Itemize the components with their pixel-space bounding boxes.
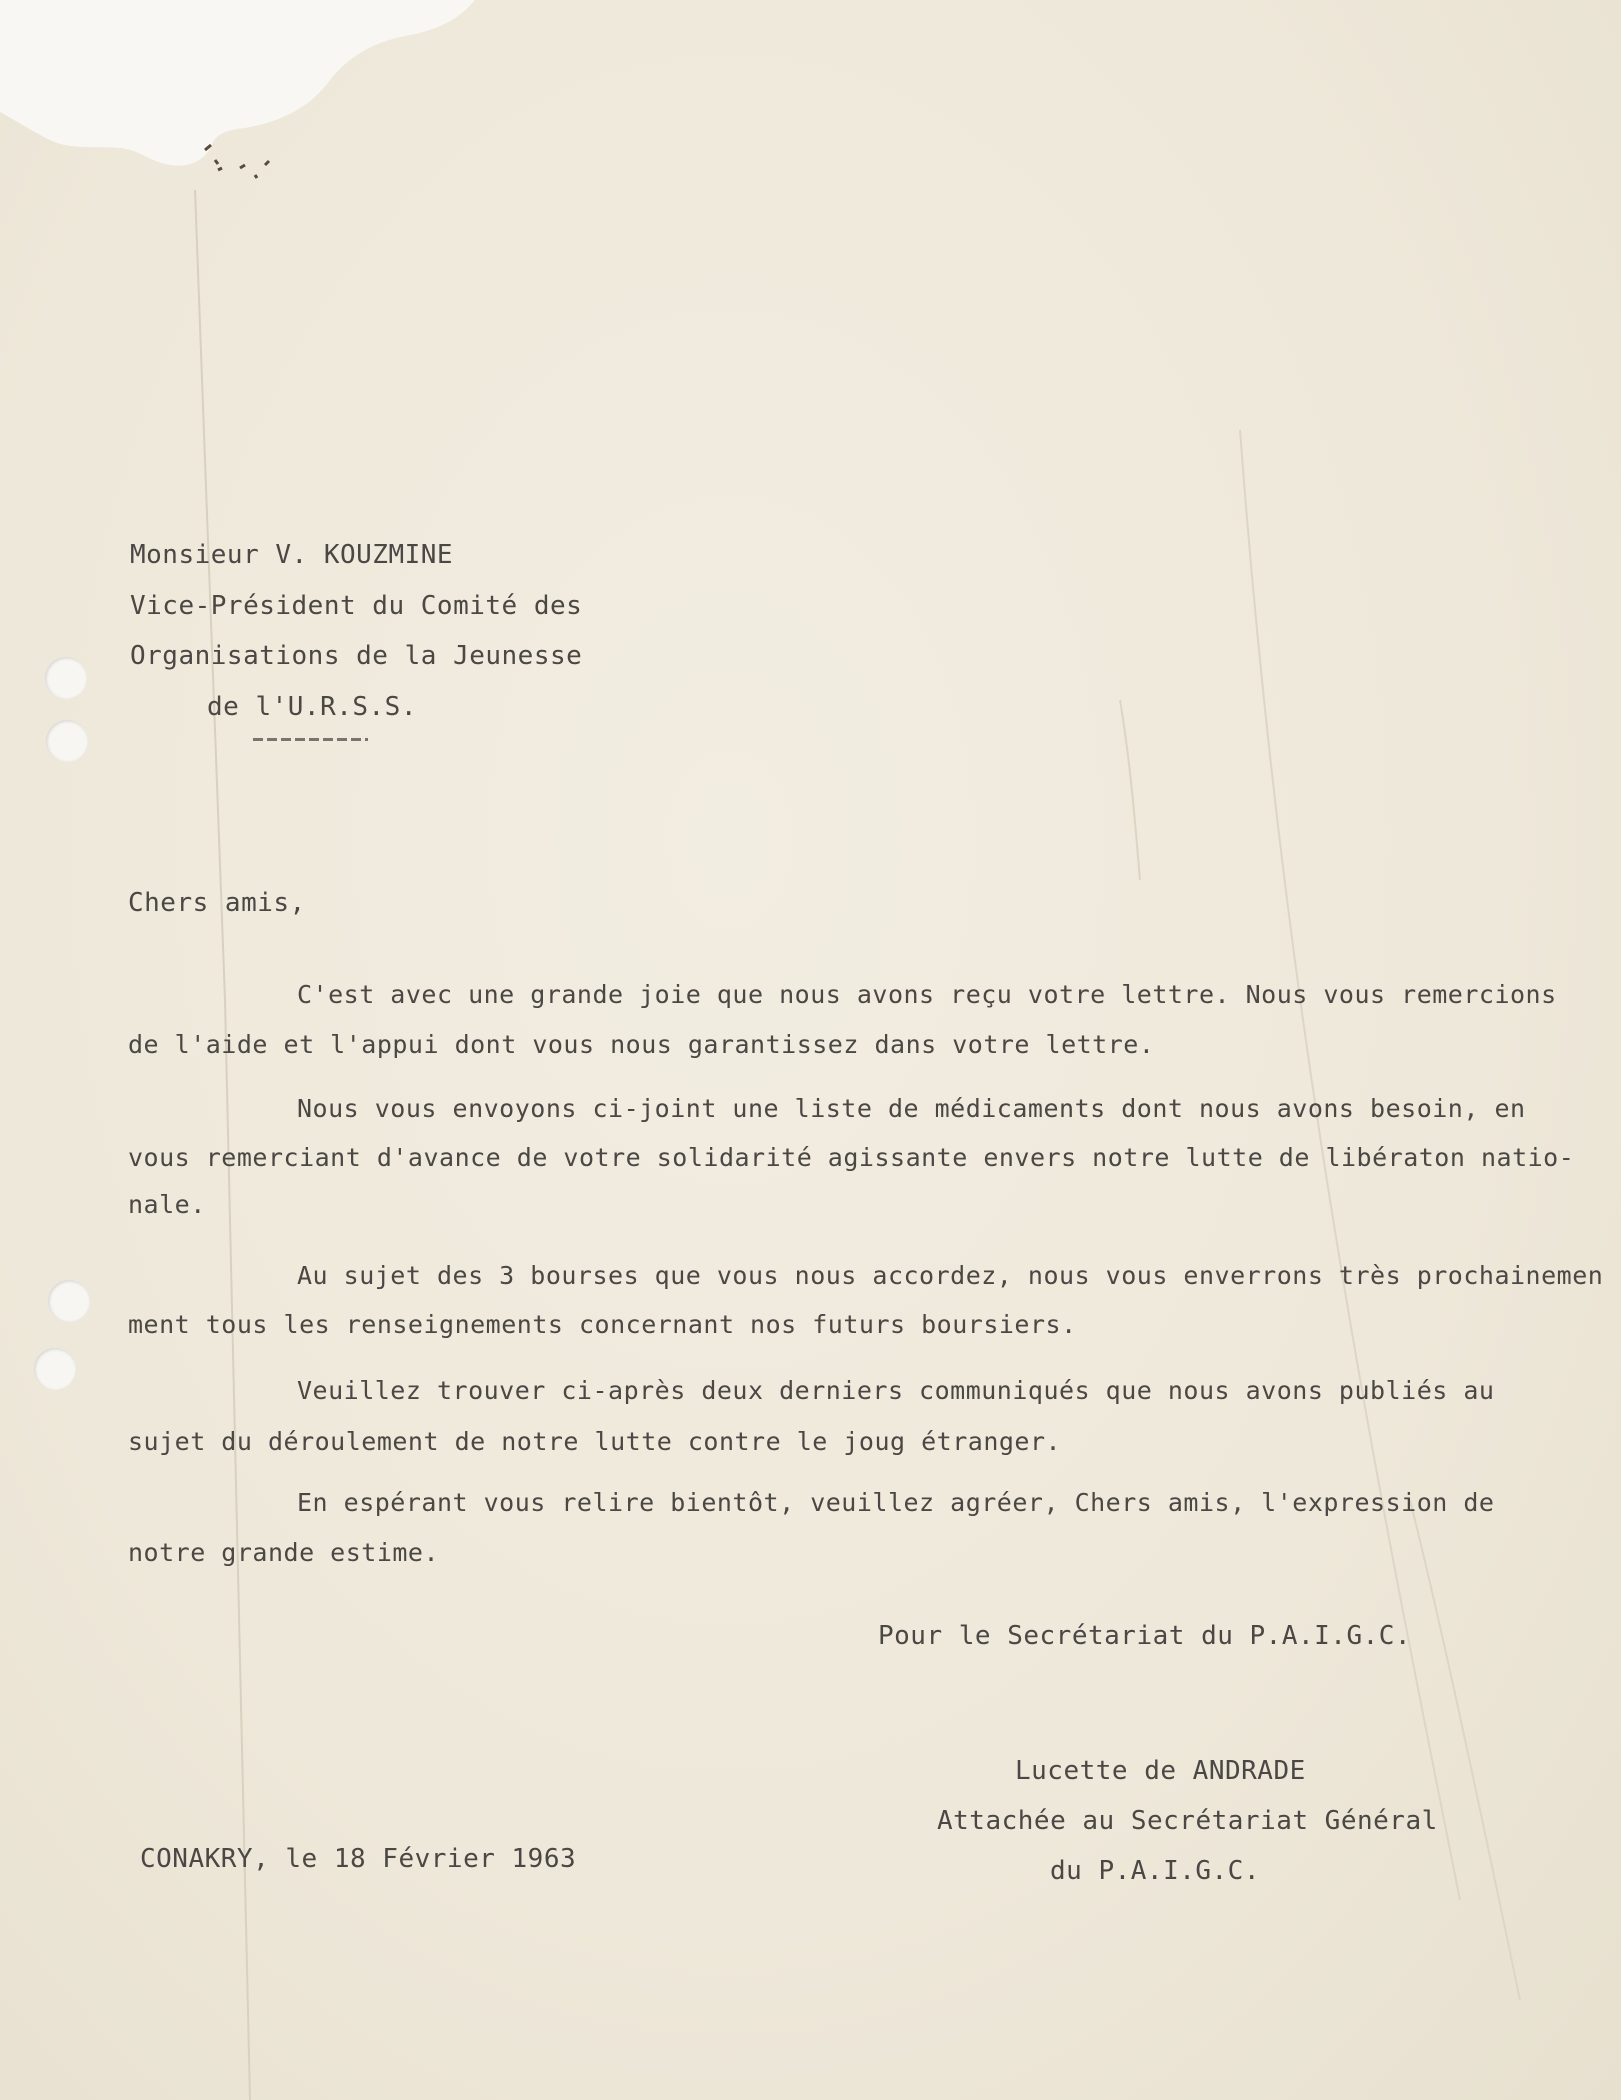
recipient-country: de l'U.R.S.S. — [207, 692, 417, 722]
address-underline — [253, 738, 368, 741]
paragraph-2-line-3: nale. — [128, 1190, 206, 1219]
punch-hole — [45, 657, 87, 699]
recipient-organisation: Organisations de la Jeunesse — [130, 641, 583, 671]
signatory-name: Lucette de ANDRADE — [1015, 1756, 1306, 1786]
salutation: Chers amis, — [128, 888, 306, 918]
paragraph-1-line-2: de l'aide et l'appui dont vous nous garantissez dans votre lettre. — [128, 1030, 1155, 1059]
paragraph-3-line-1: Au sujet des 3 bourses que vous nous accordez, nous vous enverrons très prochainemen — [297, 1261, 1604, 1290]
paragraph-5-line-1: En espérant vous relire bientôt, veuillez agréer, Chers amis, l'expression de — [297, 1488, 1495, 1517]
paragraph-2-line-2: vous remerciant d'avance de votre solidarité agissante envers notre lutte de libératon natio- — [128, 1143, 1575, 1172]
paragraph-4-line-2: sujet du déroulement de notre lutte contre le joug étranger. — [128, 1427, 1062, 1456]
punch-hole — [48, 1280, 90, 1322]
torn-corner — [0, 0, 480, 180]
paragraph-2-line-1: Nous vous envoyons ci-joint une liste de médicaments dont nous avons besoin, en — [297, 1094, 1526, 1123]
punch-hole — [34, 1348, 76, 1390]
signatory-title: Attachée au Secrétariat Général — [937, 1806, 1438, 1836]
recipient-title: Vice-Président du Comité des — [130, 591, 583, 621]
punch-hole — [46, 720, 88, 762]
paragraph-5-line-2: notre grande estime. — [128, 1538, 440, 1567]
place-date: CONAKRY, le 18 Février 1963 — [140, 1844, 577, 1874]
paragraph-4-line-1: Veuillez trouver ci-après deux derniers communiqués que nous avons publiés au — [297, 1376, 1495, 1405]
signatory-organisation: du P.A.I.G.C. — [1050, 1856, 1260, 1886]
paragraph-3-line-2: ment tous les renseignements concernant nos futurs boursiers. — [128, 1310, 1077, 1339]
recipient-name: Monsieur V. KOUZMINE — [130, 540, 454, 570]
paragraph-1-line-1: C'est avec une grande joie que nous avons reçu votre lettre. Nous vous remercions — [297, 980, 1557, 1009]
on-behalf-line: Pour le Secrétariat du P.A.I.G.C. — [878, 1621, 1412, 1651]
